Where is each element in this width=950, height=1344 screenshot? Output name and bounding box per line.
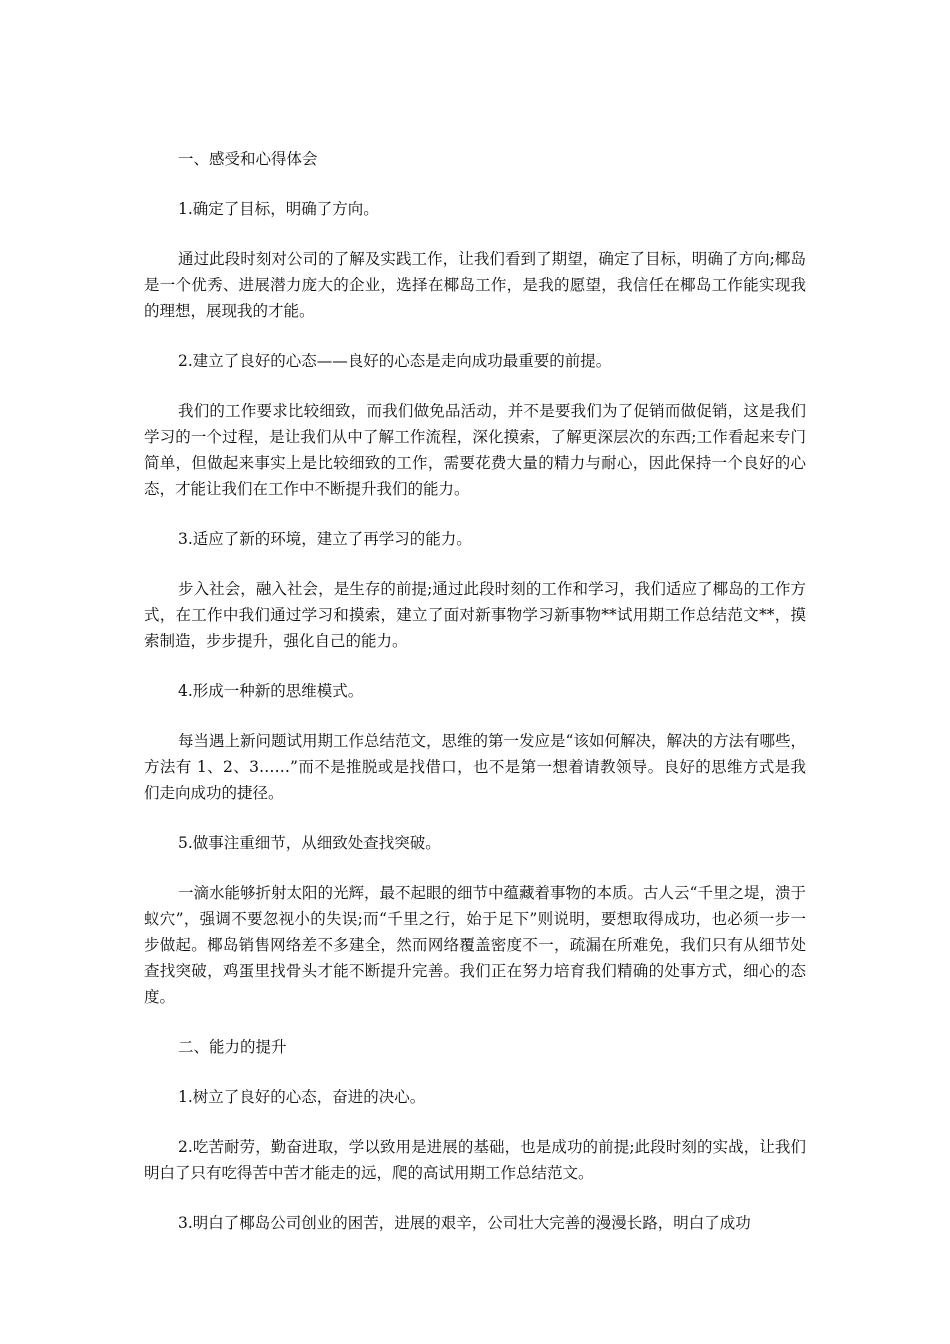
body-paragraph: 步入社会，融入社会，是生存的前提;通过此段时刻的工作和学习，我们适应了椰岛的工作方式，在工作中我们通过学习和摸索，建立了面对新事物学习新事物**试用期工作总结范文**，摸索制造，步步提升，强化自己的能力。 — [144, 580, 806, 650]
section-heading-1: 一、感受和心得体会 — [178, 150, 318, 168]
point-paragraph-2-2: 2.吃苦耐劳，勤奋进取，学以致用是进展的基础，也是成功的前提;此段时刻的实战，让我们明白了只有吃得苦中苦才能走的远，爬的高试用期工作总结范文。 — [144, 1138, 806, 1182]
body-paragraph: 我们的工作要求比较细致，而我们做免品活动，并不是要我们为了促销而做促销，这是我们学习的一个过程，是让我们从中了解工作流程，深化摸索，了解更深层次的东西;工作看起来专门简单，但做起来事实上是比较细致的工作，需要花费大量的精力与耐心，因此保持一个良好的心态，才能让我们在工作中不断提升我们的能力。 — [144, 402, 806, 498]
document-body — [144, 146, 806, 1236]
body-paragraph: 通过此段时刻对公司的了解及实践工作，让我们看到了期望，确定了目标，明确了方向;椰岛是一个优秀、进展潜力庞大的企业，选择在椰岛工作，是我的愿望，我信任在椰岛工作能实现我的理想，展现我的才能。 — [144, 250, 806, 320]
section-heading-2: 二、能力的提升 — [178, 1038, 287, 1056]
point-heading-1-3: 3.适应了新的环境，建立了再学习的能力。 — [178, 530, 472, 548]
point-heading-1-2: 2.建立了良好的心态——良好的心态是走向成功最重要的前提。 — [178, 352, 612, 370]
point-heading-2-1: 1.树立了良好的心态，奋进的决心。 — [178, 1088, 426, 1106]
point-heading-1-4: 4.形成一种新的思维模式。 — [178, 682, 364, 700]
point-paragraph-2-3: 3.明白了椰岛公司创业的困苦，进展的艰辛，公司壮大完善的漫漫长路，明白了成功 — [178, 1214, 751, 1232]
point-heading-1-1: 1.确定了目标，明确了方向。 — [178, 200, 379, 218]
point-heading-1-5: 5.做事注重细节，从细致处查找突破。 — [178, 834, 441, 852]
body-paragraph: 一滴水能够折射太阳的光辉，最不起眼的细节中蕴藏着事物的本质。古人云“千里之堤，溃于蚁穴”，强调不要忽视小的失误;而“千里之行，始于足下”则说明，要想取得成功，也必须一步一步做起。椰岛销售网络差不多建全，然而网络覆盖密度不一，疏漏在所难免，我们只有从细节处查找突破，鸡蛋里找骨头才能不断提升完善。我们正在努力培育我们精确的处事方式，细心的态度。 — [144, 884, 806, 1006]
body-paragraph: 每当遇上新问题试用期工作总结范文，思维的第一发应是“该如何解决，解决的方法有哪些，方法有 1、2、3……”而不是推脱或是找借口，也不是第一想着请教领导。良好的思维方式是我们走向成功的捷径。 — [144, 732, 806, 802]
